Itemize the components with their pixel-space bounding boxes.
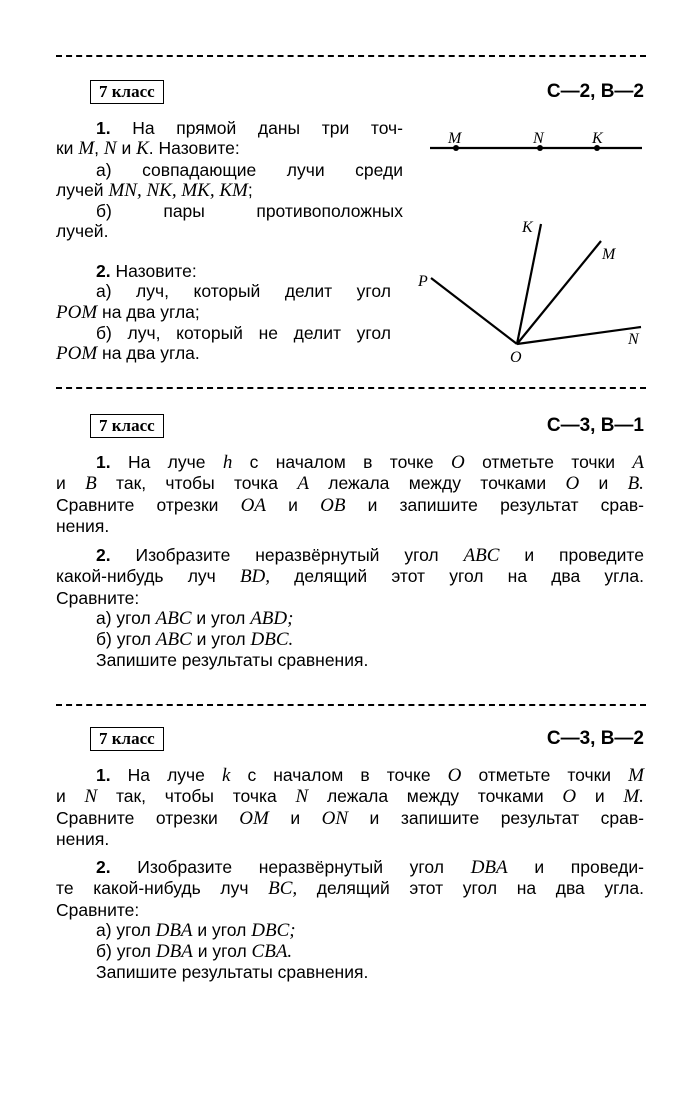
task-text: На луче <box>127 452 206 472</box>
task-text: с началом в точке <box>247 765 431 785</box>
task-text: б) угол <box>96 941 152 962</box>
task-number: 2. <box>96 261 111 281</box>
math-symbol: CBA. <box>251 941 293 963</box>
task-text: делящий этот угол на два угла. <box>316 878 644 899</box>
math-symbol: OA <box>240 494 266 516</box>
grade-badge: 7 класс <box>90 414 164 438</box>
ray-ok <box>517 224 541 344</box>
math-symbol: DBC; <box>251 919 296 941</box>
math-symbol: K <box>136 138 149 160</box>
math-symbol: B <box>85 473 97 495</box>
task-1 <box>56 452 644 536</box>
task-text: и запишите результат срав- <box>369 807 644 828</box>
math-symbol: DBA <box>470 857 508 878</box>
task-2 <box>56 545 644 671</box>
math-symbol: A <box>632 452 644 473</box>
label-k: K <box>592 130 603 147</box>
math-symbol: N <box>295 786 309 808</box>
task-1 <box>56 765 644 849</box>
task-text: , <box>94 138 100 159</box>
task-text: на два угла. <box>102 343 200 364</box>
math-symbol: A <box>297 473 309 495</box>
variant-label: С—3, В—2 <box>546 728 644 749</box>
task-number: 1. <box>96 118 111 138</box>
task-text: На луче <box>127 765 205 785</box>
task-text: так, чтобы точка <box>115 786 277 807</box>
task-text: те какой-нибудь луч <box>56 878 249 899</box>
task-text: и угол <box>197 919 247 940</box>
task-text: Сравните: <box>56 587 140 608</box>
ray-om <box>517 241 601 344</box>
math-symbol: h <box>222 452 233 473</box>
task-text: и угол <box>197 941 247 962</box>
task-text: с началом в точке <box>249 452 434 472</box>
math-symbol: N <box>103 138 117 160</box>
task-text: Назовите: <box>115 261 197 281</box>
task-text: и угол <box>196 607 246 628</box>
task-text: Сравните: <box>56 899 140 920</box>
grade-badge: 7 класс <box>90 80 164 104</box>
task-text: Сравните отрезки <box>56 807 218 828</box>
task-text: и проведите <box>524 545 644 565</box>
math-symbol: DBA <box>155 919 193 941</box>
task-text: Сравните отрезки <box>56 494 219 515</box>
math-symbol: B. <box>627 473 644 495</box>
task-number: 2. <box>96 545 111 565</box>
math-symbol: O <box>562 786 577 808</box>
task-text: б) луч, который не делит угол <box>96 322 391 343</box>
label-n: N <box>533 130 544 147</box>
math-symbol: ABC <box>155 607 192 629</box>
math-symbol: O <box>447 765 462 786</box>
math-symbol: OB <box>320 494 346 516</box>
math-symbol: ON <box>321 807 349 829</box>
math-symbol: ABC <box>155 629 192 651</box>
task-text: На прямой даны три точ- <box>132 118 403 138</box>
task-number: 1. <box>96 452 111 472</box>
task-text: Запишите результаты сравнения. <box>96 650 369 671</box>
task-2 <box>56 857 644 983</box>
label-n: N <box>628 331 639 348</box>
task-text: на два угла; <box>102 301 200 322</box>
task-text: Изобразите неразвёрнутый угол <box>135 545 439 565</box>
ray-on <box>517 327 641 344</box>
task-text: лежала между точками <box>328 473 547 494</box>
math-symbol: DBA <box>155 941 193 963</box>
task-text: а) угол <box>96 607 151 628</box>
task-text: лучей <box>56 179 104 200</box>
variant-label: С—2, В—2 <box>546 81 644 102</box>
math-symbol: DBC. <box>250 629 294 651</box>
task-text: а) угол <box>96 919 151 940</box>
label-o: O <box>510 349 522 366</box>
math-symbol: BC, <box>268 878 298 900</box>
label-m: M <box>448 130 462 147</box>
task-text: делящий этот угол на два угла. <box>294 566 644 587</box>
task-text: отметьте точки <box>478 765 612 785</box>
task-text: лучей. <box>56 221 109 242</box>
math-symbol: M <box>78 138 95 160</box>
task-text: и <box>56 473 66 494</box>
task-text: отметьте точки <box>482 452 615 472</box>
task-text: и запишите результат срав- <box>367 494 644 515</box>
math-symbol: O <box>450 452 465 473</box>
variant-label: С—3, В—1 <box>546 415 644 436</box>
math-symbol: ABD; <box>250 607 294 629</box>
math-symbol: M. <box>623 786 644 808</box>
task-text: и <box>290 807 301 828</box>
math-symbol: POM <box>56 343 98 365</box>
math-symbol: ABC <box>463 545 500 566</box>
label-p: P <box>418 273 428 290</box>
math-symbol: POM <box>56 301 98 323</box>
task-text: б) пары противоположных <box>96 201 403 222</box>
task-text: . Назовите: <box>148 138 240 159</box>
task-text: и <box>121 138 132 159</box>
task-number: 1. <box>96 765 111 785</box>
task-text: а) совпадающие лучи среди <box>96 159 403 180</box>
task-text: какой-нибудь луч <box>56 566 216 587</box>
math-symbol: BD, <box>239 566 271 588</box>
label-k: K <box>522 219 533 236</box>
task-text: б) угол <box>96 629 152 650</box>
task-number: 2. <box>96 857 111 877</box>
task-text: ки <box>56 138 74 159</box>
math-symbol: MN, NK, MK, KM <box>108 179 248 201</box>
task-text: и угол <box>196 629 246 650</box>
task-text: лежала между точками <box>326 786 544 807</box>
task-text: и <box>598 473 609 494</box>
task-text: Запишите результаты сравнения. <box>96 962 369 983</box>
task-text: так, чтобы точка <box>116 473 279 494</box>
task-text: и <box>56 786 66 807</box>
task-text: Изобразите неразвёрнутый угол <box>137 857 444 877</box>
grade-badge: 7 класс <box>90 727 164 751</box>
task-text: нения. <box>56 828 110 849</box>
task-text: и проведи- <box>534 857 644 877</box>
math-symbol: OM <box>239 807 269 829</box>
task-text: и <box>288 494 298 515</box>
task-text: и <box>594 786 605 807</box>
task-text: нения. <box>56 515 110 536</box>
math-symbol: N <box>84 786 98 808</box>
task-text: ; <box>247 179 253 200</box>
task-text: а) луч, который делит угол <box>96 281 391 302</box>
math-symbol: M <box>628 765 644 786</box>
ray-op <box>431 278 517 344</box>
label-m: M <box>602 246 616 263</box>
math-symbol: O <box>565 473 580 495</box>
math-symbol: k <box>221 765 231 786</box>
